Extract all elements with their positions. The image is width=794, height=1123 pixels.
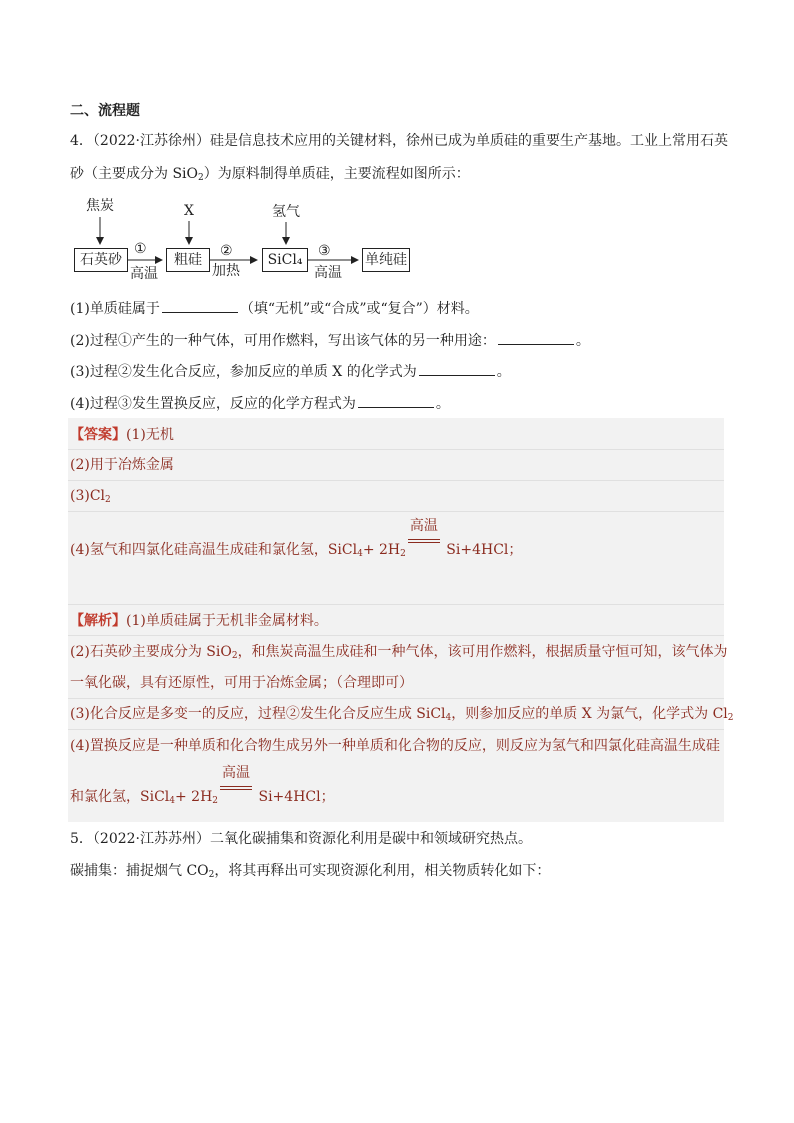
q4-sub4: (4)过程③发生置换反应，反应的化学方程式为 。 [70,393,450,414]
analysis-line-5: (4)置换反应是一种单质和化合物生成另外一种单质和化合物的反应，则反应为氢气和四氯化硅高温生成硅 [70,738,720,754]
answer-line-1: 【答案】(1)无机 [70,427,174,443]
analysis-tag: 【解析】 [70,613,126,629]
flow-box-quartz-sand: 石英砂 [74,248,128,272]
flow-box-pure-silicon: 单纯硅 [362,248,410,272]
flow-step1-label: ① [134,241,147,257]
flow-box-sicl4: SiCl₄ [262,248,308,272]
answer-blank-1[interactable] [162,298,238,313]
answer-tag: 【答案】 [70,427,126,443]
q4-sub1: (1)单质硅属于 （填“无机”或“合成”或“复合”）材料。 [70,298,479,319]
q4-sub2: (2)过程①产生的一种气体，可用作燃料，写出该气体的另一种用途： 。 [70,330,590,351]
q4-sub3: (3)过程②发生化合反应，参加反应的单质 X 的化学式为 。 [70,361,511,382]
flow-input-coke: 焦炭 [86,198,114,214]
reaction-condition: 高温 [218,781,254,801]
flow-box-crude-silicon: 粗硅 [166,248,210,272]
flow-step3-condition: 高温 [314,265,342,281]
answer-line-4: (4)氢气和四氯化硅高温生成硅和氯化氢，SiCl$_4$+ $2H_2$ 高温 Si+4HCl； [70,518,523,559]
flow-step2-condition: 加热 [212,263,240,279]
q5-stem-line1: 5．（2022·江苏苏州）二氧化碳捕集和资源化利用是碳中和领域研究热点。 [70,831,532,847]
analysis-line-4: (3)化合反应是多变一的反应，过程②发生化合反应生成 SiCl$_4$，则参加反应的单质 X 为氯气，化学式为 $Cl_2$ [70,706,734,723]
analysis-line-3: 一氧化碳，具有还原性，可用于冶炼金属；（合理即可） [70,675,413,691]
section-title: 二、流程题 [70,103,140,119]
flow-input-hydrogen: 氢气 [272,204,300,220]
q4-stem-line1: 4．（2022·江苏徐州）硅是信息技术应用的关键材料，徐州已成为单质硅的重要生产基地。工业上常用石英 [70,133,728,149]
answer-blank-4[interactable] [358,393,434,408]
flow-input-x: X [184,203,194,219]
answer-blank-3[interactable] [419,361,495,376]
answer-line-3: $(3)Cl_2$ [70,488,111,505]
reaction-condition: 高温 [406,534,442,554]
flow-step1-condition: 高温 [130,266,158,282]
q4-stem-line2: 砂（主要成分为 SiO$_2$）为原料制得单质硅，主要流程如图所示： [70,166,470,183]
analysis-line-1: 【解析】(1)单质硅属于无机非金属材料。 [70,613,328,629]
q5-stem-line2: 碳捕集：捕捉烟气 $CO_2$，将其再释出可实现资源化利用，相关物质转化如下： [70,863,551,880]
flow-step2-label: ② [220,243,233,259]
flow-step3-label: ③ [318,243,331,259]
analysis-line-2: (2)石英砂主要成分为 SiO$_2$，和焦炭高温生成硅和一种气体，该可用作燃料，根据质量守恒可知，该气体为 [70,644,728,661]
answer-line-2: (2)用于冶炼金属 [70,457,174,473]
analysis-line-6: 和氯化氢，SiCl$_4$+ $2H_2$ 高温 Si+4HCl； [70,765,335,806]
answer-blank-2[interactable] [498,330,574,345]
